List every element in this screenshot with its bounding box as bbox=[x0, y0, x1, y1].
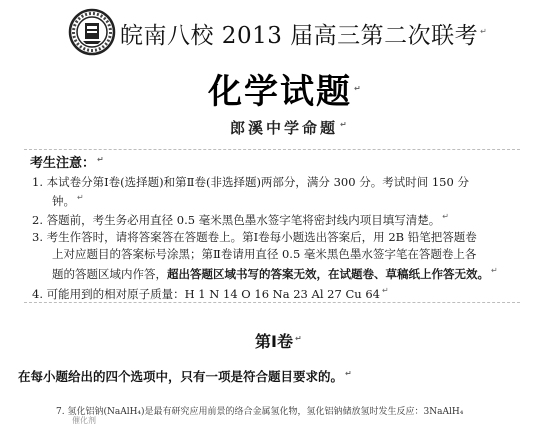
question-7-text: 7. 氢化铝钠(NaAlH₄)是最有研究应用前景的络合金属氢化物，氢化铝钠储放氢时发生反应：3NaAlH₄ bbox=[56, 407, 464, 417]
notice-item-3-cont2: 题的答题区域内作答，超出答题区域书写的答案无效，在试题卷、草稿纸上作答无效。 ↵ bbox=[52, 266, 498, 281]
notice-item-3-cont: 上对应题目的答案标号涂黑；第Ⅱ卷请用直径 0.5 毫米黑色墨水签字笔在答题卷上各 bbox=[52, 247, 477, 261]
paragraph-return-mark-icon: ↵ bbox=[442, 212, 449, 221]
school-logo-icon bbox=[68, 8, 116, 56]
paragraph-return-mark-icon: ↵ bbox=[354, 83, 363, 93]
notice-item-1: 1. 本试卷分第Ⅰ卷(选择题)和第Ⅱ卷(非选择题)两部分，满分 300 分。考试时间 150 分 bbox=[32, 175, 469, 189]
paragraph-return-mark-icon: ↵ bbox=[381, 286, 389, 295]
notice-heading: 考生注意： ↵ bbox=[30, 154, 104, 171]
notice-item-2: 2. 答题前，考生务必用直径 0.5 毫米黑色墨水签字笔将密封线内项目填写清楚。 ↵ bbox=[32, 212, 449, 227]
exam-title: 皖南八校 2013 届高三第二次联考 ↵ bbox=[120, 23, 488, 49]
paragraph-return-mark-icon: ↵ bbox=[491, 266, 498, 275]
paragraph-return-mark-icon: ↵ bbox=[77, 193, 84, 202]
subject-title: 化学试题 ↵ bbox=[208, 72, 363, 112]
setter-school: 郎溪中学命题 ↵ bbox=[230, 119, 350, 137]
paragraph-return-mark-icon: ↵ bbox=[294, 333, 302, 343]
notice-item-3: 3. 考生作答时，请将答案答在答题卷上。第Ⅰ卷每小题选出答案后，用 2B 铅笔把答题卷 bbox=[32, 230, 477, 244]
section-instruction: 在每小题给出的四个选项中，只有一项是符合题目要求的。 ↵ bbox=[18, 368, 352, 384]
part-title: 第Ⅰ卷 ↵ bbox=[255, 332, 302, 351]
notice-item-1-cont: 钟。 ↵ bbox=[52, 193, 84, 208]
notice-item-4: 4. 可能用到的相对原子质量：H 1 N 14 O 16 Na 23 Al 27 Cu 64 ↵ bbox=[32, 286, 389, 301]
paragraph-return-mark-icon: ↵ bbox=[340, 120, 350, 129]
question-7-catalyst: 催化剂 bbox=[72, 416, 96, 424]
paragraph-return-mark-icon: ↵ bbox=[345, 368, 352, 378]
paragraph-return-mark-icon: ↵ bbox=[480, 27, 488, 37]
paragraph-return-mark-icon: ↵ bbox=[97, 154, 104, 164]
